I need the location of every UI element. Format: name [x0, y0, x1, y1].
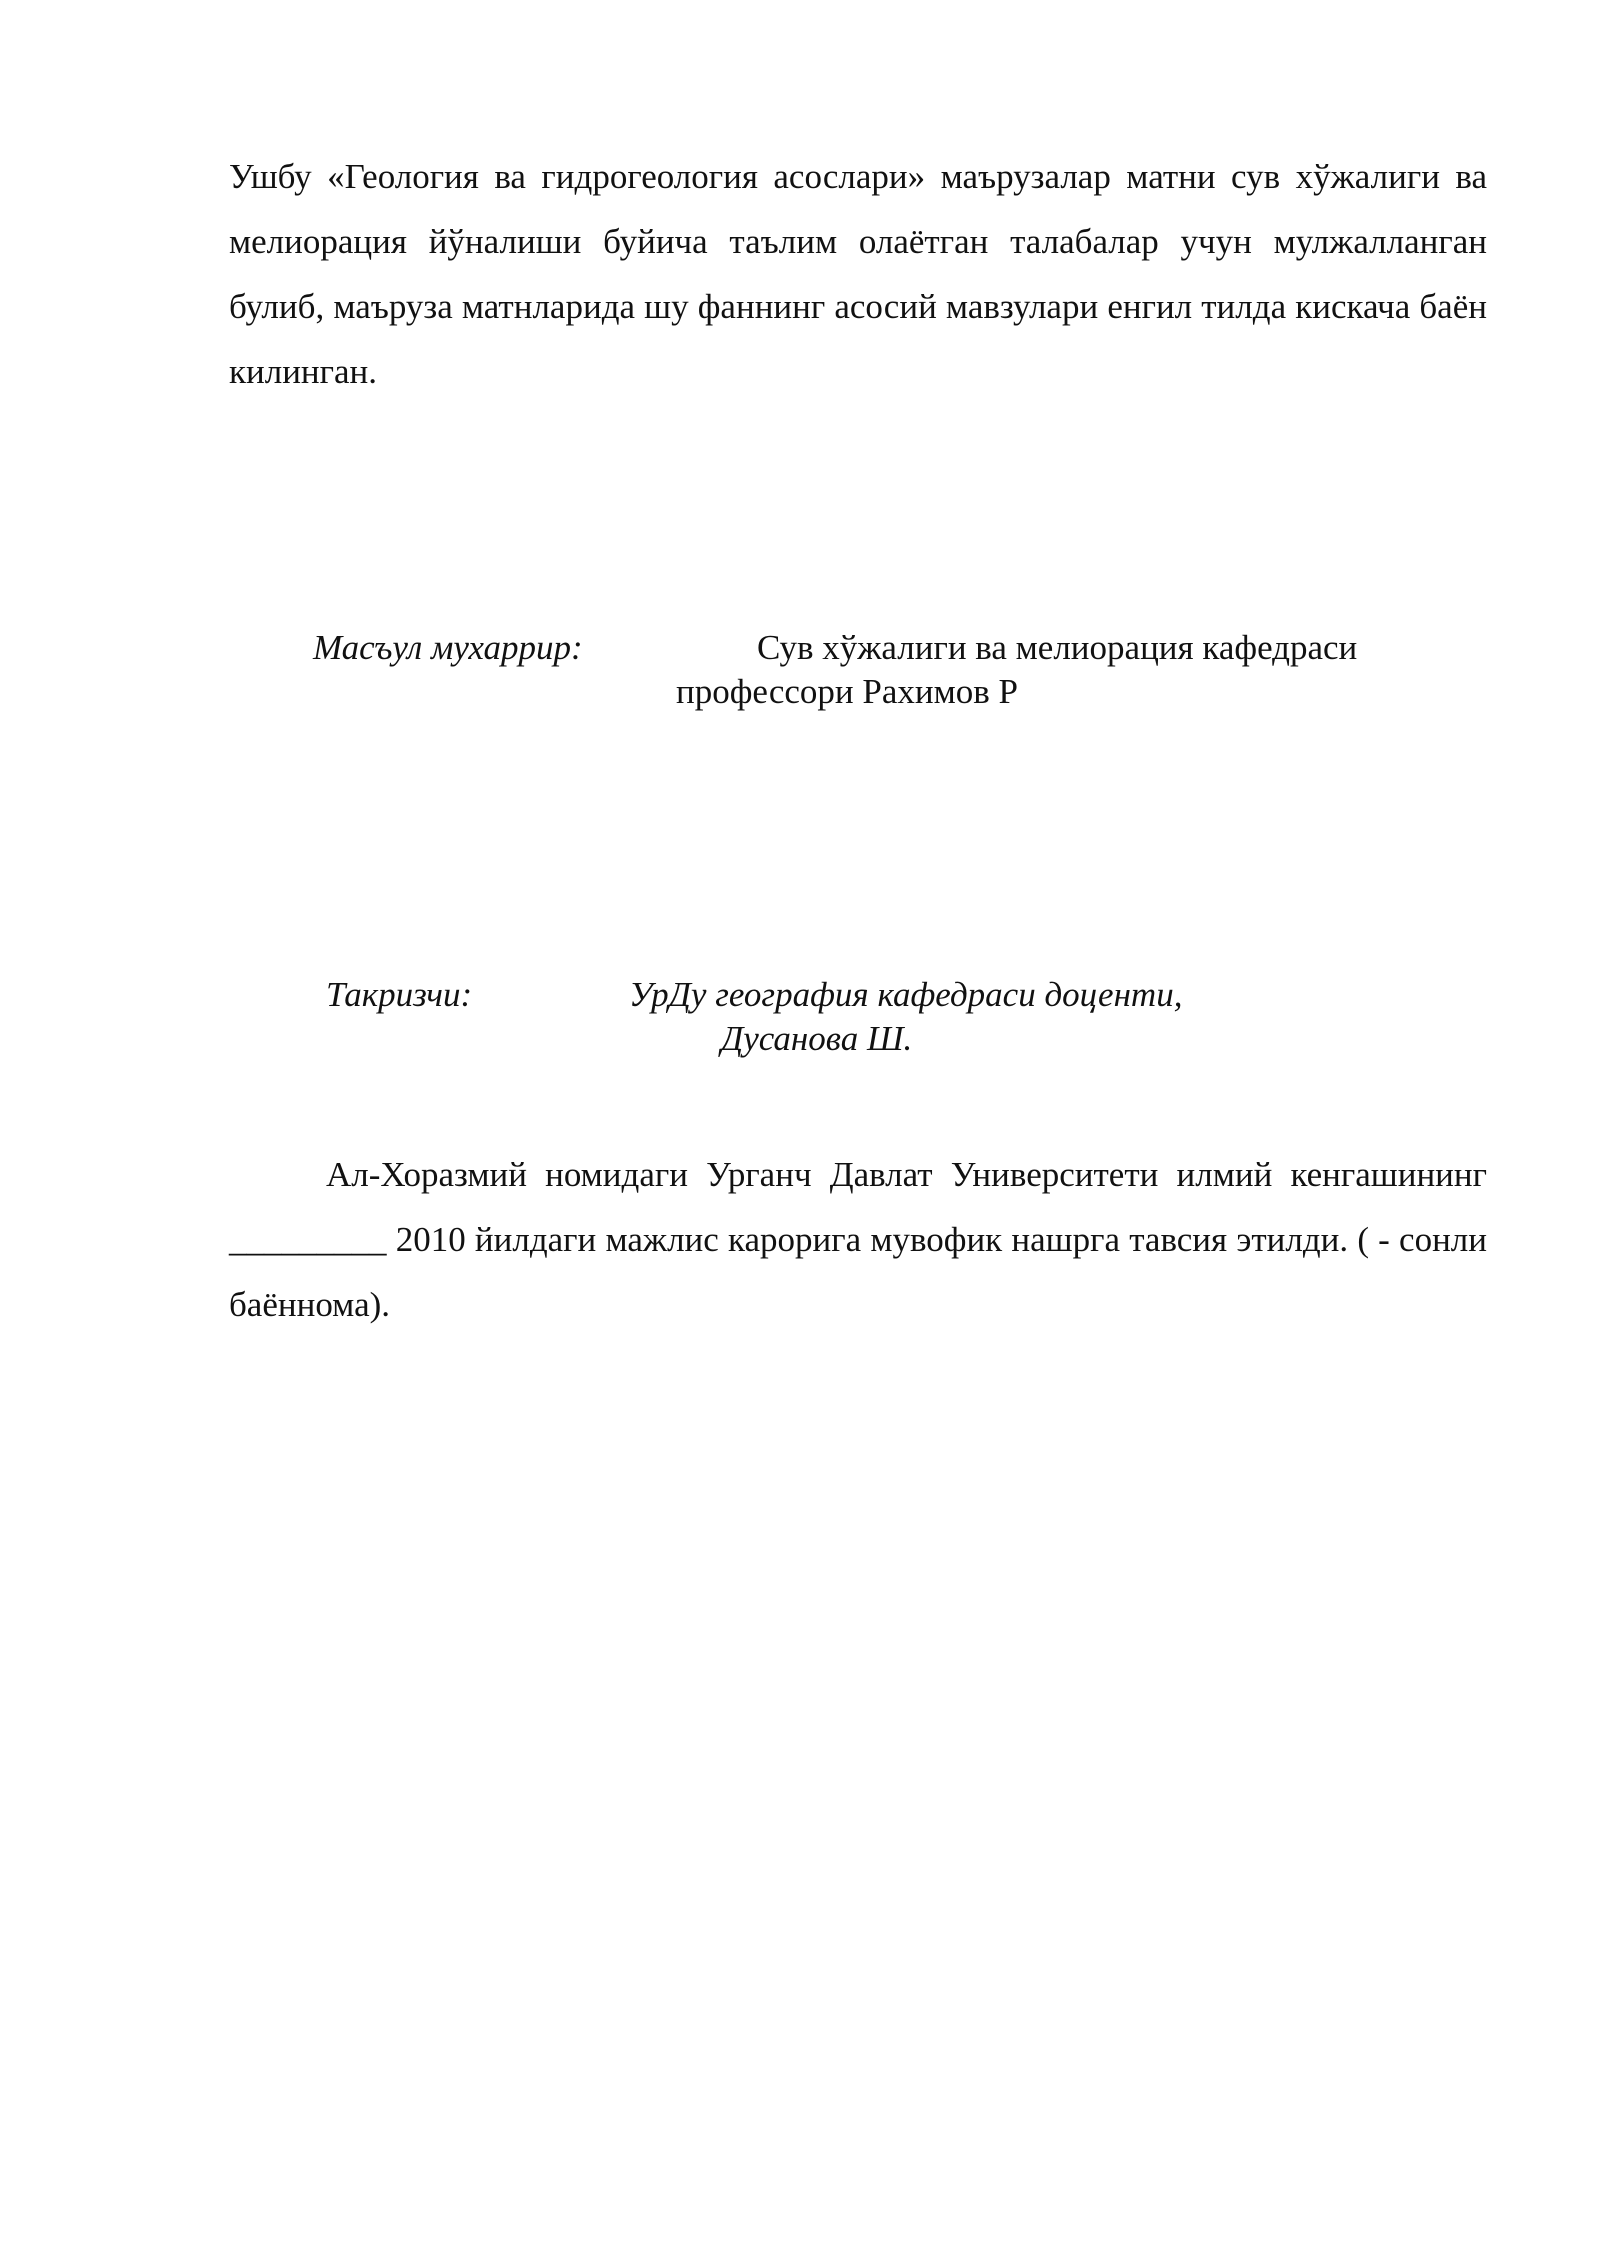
editor-affiliation: Сув хўжалиги ва мелиорация кафедраси: [757, 628, 1358, 667]
editor-label: Масъул мухаррир:: [313, 628, 583, 667]
intro-paragraph: Ушбу «Геология ва гидрогеология асослари» маърузалар матни сув хўжалиги ва мелиорация йўналиши буйича таълим олаётган талабалар учун мулжалланган булиб, маъруза матнларида шу фаннинг асосий мавзулари енгил тилда кискача баён килинган.: [229, 157, 1487, 391]
reviewer-label: Такризчи:: [326, 975, 473, 1014]
reviewer-name: Дусанова Ш.: [721, 1019, 913, 1058]
approval-paragraph: Ал-Хоразмий номидаги Урганч Давлат Университети илмий кенгашининг _________ 2010 йилдаги мажлис карорига мувофик нашрга тавсия этилди. ( - сонли баённома).: [229, 1155, 1487, 1324]
editor-name: профессори Рахимов Р: [676, 672, 1018, 711]
reviewer-affiliation: УрДу география кафедраси доценти,: [629, 975, 1183, 1014]
